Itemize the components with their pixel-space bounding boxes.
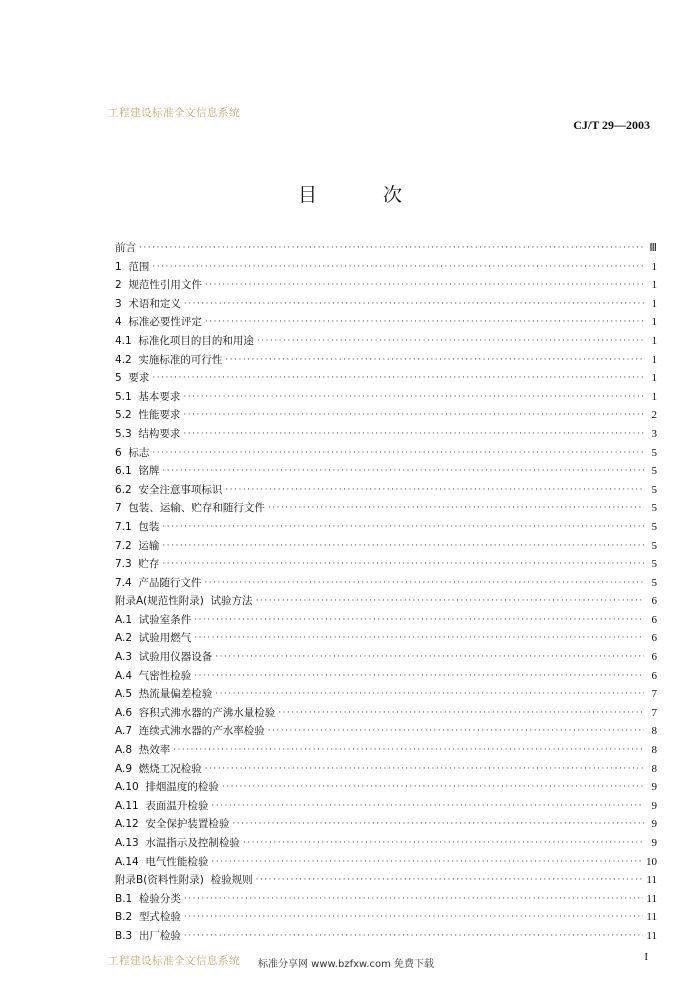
toc-dot-leader [205,313,644,332]
toc-entry [115,239,657,258]
toc-dot-leader [222,778,644,797]
toc-entry-page: 5 [651,483,657,496]
page-number: I [644,951,648,963]
toc-entry [115,629,657,648]
toc-entry-label: B.2 型式检验 [115,911,181,924]
toc-entry-page: 8 [651,762,657,775]
toc-entry [115,797,657,816]
toc-dot-leader [204,574,644,593]
toc-dot-leader [194,611,644,630]
toc-entry-label: 5.2 性能要求 [115,409,181,422]
toc-entry-page: 9 [651,837,657,849]
toc-entry-page: 9 [651,818,657,831]
toc-entry [115,537,657,556]
toc-entry [115,667,657,686]
toc-entry-page: 1 [651,390,657,403]
toc-entry [115,908,657,927]
toc-entry-page: 1 [651,297,657,310]
toc-dot-leader [215,685,644,704]
toc-entry [115,425,657,444]
toc-entry [115,648,657,667]
toc-entry-page: 11 [646,929,657,942]
toc-entry-label: 附录A(规范性附录) 试验方法 [115,595,253,608]
toc-entry-page: 7 [651,688,657,701]
toc-entry-label: A.9 燃烧工况检验 [115,762,202,775]
toc-entry-page: 5 [651,502,657,515]
toc-entry-page: 1 [651,372,657,385]
toc-entry-label: A.1 试验室条件 [115,613,192,626]
toc-entry-label: B.1 检验分类 [115,892,181,905]
toc-entry-page: 11 [646,874,657,887]
toc-entry-label: 7.1 包装 [115,520,160,533]
toc-entry-label: 4.2 实施标准的可行性 [115,353,223,366]
toc-dot-leader [162,462,644,481]
toc-dot-leader [162,537,644,556]
toc-entry-label: B.3 出厂检验 [115,929,181,942]
toc-dot-leader [152,258,644,277]
toc-entry-page: 5 [651,465,657,478]
toc-entry [115,258,657,277]
toc-dot-leader [256,871,644,890]
toc-entry [115,778,657,797]
toc-entry-page: 5 [651,576,657,589]
toc-entry-label: 6.1 铭牌 [115,465,160,478]
toc-entry-label: A.3 试验用仪器设备 [115,651,213,664]
toc-entry [115,741,657,760]
toc-entry-label: A.4 气密性检验 [115,669,192,682]
toc-entry-page: 1 [651,334,657,347]
toc-entry [115,388,657,407]
toc-entry-page: 7 [651,706,657,719]
toc-dot-leader [162,518,644,537]
toc-entry-page: 1 [651,279,657,292]
toc-entry [115,462,657,481]
toc-dot-leader [184,908,644,927]
toc-entry-label: A.5 热流量偏差检验 [115,688,213,701]
toc-entry [115,834,657,853]
toc-entry [115,722,657,741]
toc-entry [115,276,657,295]
toc-entry-label: 7.4 产品随行文件 [115,576,202,589]
toc-dot-leader [278,704,644,723]
toc-entry [115,853,657,872]
toc-entry-page: 11 [646,892,657,905]
toc-entry-page: 9 [651,799,657,812]
toc-entry-label: 4 标准必要性评定 [115,316,202,329]
toc-entry [115,351,657,370]
toc-dot-leader [257,332,644,351]
toc-dot-leader [184,890,644,909]
toc-entry [115,518,657,537]
toc-entry-label: 1 范围 [115,260,150,273]
toc-dot-leader [225,351,644,370]
toc-entry-label: 5 要求 [115,372,150,385]
toc-entry [115,499,657,518]
footer-site-text: 标准分享网 www.bzfxw.com 免费下载 [258,959,434,970]
toc-entry-label: 附录B(资料性附录) 检验规则 [115,874,253,887]
toc-entry-label: A.6 容积式沸水器的产沸水量检验 [115,706,276,719]
toc-entry [115,406,657,425]
toc-entry [115,815,657,834]
toc-entry-label: A.10 排烟温度的检验 [115,781,219,794]
toc-dot-leader [173,741,644,760]
toc-entry-page: 6 [651,669,657,682]
toc-entry-page: 6 [651,613,657,626]
toc-dot-leader [211,853,643,872]
toc-entry-page: 6 [651,651,657,664]
toc-entry-label: A.8 热效率 [115,744,171,757]
toc-dot-leader [152,444,644,463]
toc-entry [115,592,657,611]
toc-entry-label: A.11 表面温升检验 [115,799,209,812]
toc-dot-leader [162,555,644,574]
toc-entry [115,890,657,909]
toc-entry [115,295,657,314]
toc-dot-leader [183,425,644,444]
toc-entry-label: 2 规范性引用文件 [115,279,202,292]
toc-entry-page: 2 [651,409,657,422]
toc-dot-leader [152,369,644,388]
toc-entry [115,332,657,351]
toc-entry-page: 1 [651,316,657,329]
toc-entry [115,574,657,593]
toc-entry-label: 6.2 安全注意事项标识 [115,483,223,496]
toc-entry-page: 9 [651,781,657,794]
toc-entry [115,444,657,463]
toc-entry-label: A.12 安全保护装置检验 [115,818,230,831]
toc-dot-leader [268,722,644,741]
toc-entry-page: 5 [651,539,657,552]
toc-entry-page: 11 [646,911,657,924]
toc-entry [115,760,657,779]
toc-dot-leader [183,388,644,407]
toc-entry-page: 10 [646,855,657,868]
toc-dot-leader [205,276,644,295]
toc-dot-leader [184,295,644,314]
toc-entry-label: 前言 [115,242,136,254]
toc-entry [115,927,657,946]
toc-entry [115,369,657,388]
toc-dot-leader [211,797,644,816]
toc-entry-label: 6 标志 [115,446,150,459]
watermark-top: 工程建设标准全文信息系统 [108,107,240,119]
toc-dot-leader [268,499,644,518]
toc-entry-label: 7.2 运输 [115,539,160,552]
toc-dot-leader [215,648,644,667]
toc-dot-leader [225,481,644,500]
toc-entry-page: 3 [651,427,657,440]
toc-entry-page: 8 [651,725,657,738]
page-title: 目 次 [297,184,433,206]
toc-entry [115,685,657,704]
toc-dot-leader [205,760,644,779]
toc-entry-label: 7.3 贮存 [115,558,160,571]
toc-dot-leader [232,815,644,834]
toc-entry-label: 5.1 基本要求 [115,390,181,403]
toc-entry [115,871,657,890]
toc-entry [115,481,657,500]
toc-dot-leader [194,629,644,648]
toc-entry-page: 1 [651,260,657,273]
toc-entry-page: 8 [651,744,657,757]
toc-dot-leader [256,592,644,611]
toc-entry-label: 7 包装、运输、贮存和随行文件 [115,502,265,515]
toc-entry-label: 3 术语和定义 [115,297,181,310]
toc-entry-label: A.7 连续式沸水器的产水率检验 [115,725,265,738]
toc-dot-leader [243,834,644,853]
standard-code: CJ/T 29—2003 [573,118,650,132]
toc-dot-leader [194,667,644,686]
toc-entry-label: 4.1 标准化项目的目的和用途 [115,334,254,347]
toc-entry-page: 5 [651,558,657,571]
toc-entry-label: A.13 水温指示及控制检验 [115,837,240,849]
table-of-contents [115,239,657,946]
toc-entry-page: 5 [651,520,657,533]
toc-entry-label: 5.3 结构要求 [115,427,181,440]
toc-dot-leader [184,927,644,946]
toc-entry-page: 6 [651,595,657,608]
toc-entry [115,555,657,574]
toc-entry [115,313,657,332]
toc-entry-label: A.2 试验用燃气 [115,632,192,645]
toc-entry-label: A.14 电气性能检验 [115,855,209,868]
toc-dot-leader [183,406,644,425]
toc-entry [115,704,657,723]
toc-dot-leader [139,239,644,258]
watermark-bottom: 工程建设标准全文信息系统 [108,955,240,967]
toc-entry-page: 1 [651,353,657,366]
toc-entry-page: 6 [651,632,657,645]
toc-entry [115,611,657,630]
toc-entry-page: 5 [651,446,657,459]
toc-entry-page: Ⅲ [649,242,657,254]
